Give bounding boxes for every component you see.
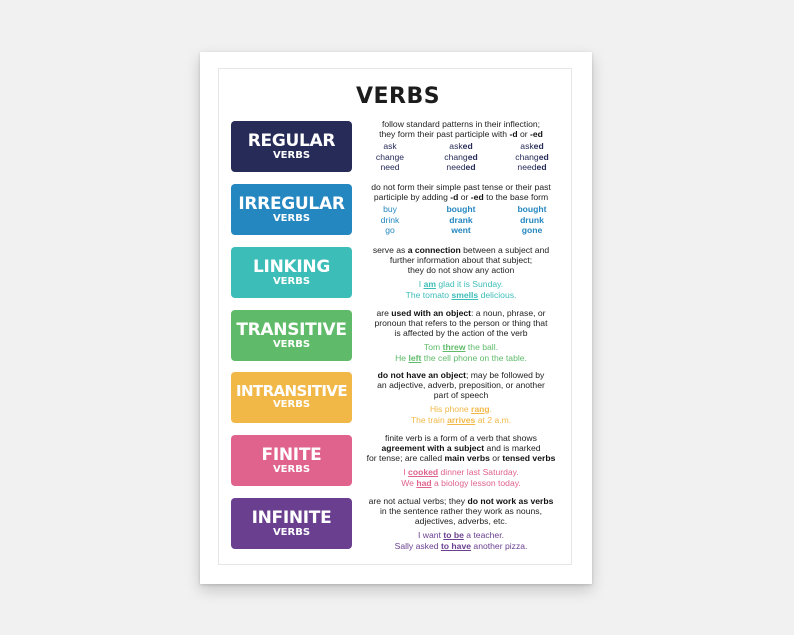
intransitive-example-2: The train arrives at 2 a.m.	[410, 415, 512, 425]
irregular-tag	[231, 184, 352, 235]
section-finite	[231, 435, 567, 489]
transitive-description: are used with an object: a noun, phrase, or pronoun that refers to the person or thing that is affected by the action of the verb	[374, 308, 548, 338]
linking-title: LINKING	[253, 257, 330, 277]
transitive-tag	[231, 310, 352, 361]
linking-subtitle: VERBS	[272, 276, 311, 287]
infinite-subtitle: VERBS	[272, 527, 311, 538]
page-title: VERBS	[356, 84, 441, 109]
transitive-example-2: He left the cell phone on the table.	[395, 353, 527, 363]
linking-tag	[231, 247, 352, 298]
linking-example-2: The tomato smells delicious.	[405, 290, 517, 300]
section-transitive	[231, 310, 567, 364]
regular-description: follow standard patterns in their inflection; they form their past participle with -d or -ed	[379, 119, 543, 139]
infinite-description: are not actual verbs; they do not work as verbs in the sentence rather they work as nouns, adjectives, adverbs, etc.	[368, 496, 554, 526]
transitive-subtitle: VERBS	[272, 339, 311, 350]
section-intransitive	[231, 372, 567, 426]
intransitive-description: do not have an object; may be followed by an adjective, adverb, preposition, or another part of speech	[377, 370, 545, 400]
finite-example-1: I cooked dinner last Saturday.	[403, 467, 519, 477]
finite-tag	[231, 435, 352, 486]
section-infinite	[231, 498, 567, 552]
linking-description: serve as a connection between a subject and further information about that subject; they do not show any action	[372, 245, 550, 275]
finite-description: finite verb is a form of a verb that shows agreement with a subject and is marked for tense; are called main verbs or tensed verbs	[366, 433, 556, 463]
finite-title: FINITE	[261, 445, 322, 465]
section-linking	[231, 247, 567, 301]
irregular-title: IRREGULAR	[238, 194, 345, 214]
regular-subtitle: VERBS	[272, 150, 311, 161]
regular-tag	[231, 121, 352, 172]
irregular-subtitle: VERBS	[272, 213, 311, 224]
linking-example-1: I am glad it is Sunday.	[418, 279, 504, 289]
intransitive-tag	[231, 372, 352, 423]
infinite-example-2: Sally asked to have another pizza.	[394, 541, 528, 551]
section-regular: REGULAR VERBS follow standard patterns in their inflection; they form their past participle with -d or -ed ask change need asked changed needed asked changed needed	[231, 121, 567, 175]
irregular-description: do not form their simple past tense or their past participle by adding -d or -ed to the base form	[371, 182, 551, 202]
transitive-example-1: Tom threw the ball.	[423, 342, 499, 352]
transitive-title: TRANSITIVE	[236, 320, 347, 340]
infinite-title: INFINITE	[251, 508, 332, 528]
intransitive-example-1: His phone rang.	[429, 404, 493, 414]
finite-example-2: We had a biology lesson today.	[401, 478, 521, 488]
section-irregular: IRREGULAR VERBS do not form their simple past tense or their past participle by adding -d or -ed to the base form buy drink go bought drank went bought drunk gone	[231, 184, 567, 238]
finite-subtitle: VERBS	[272, 464, 311, 475]
intransitive-title: INTRANSITIVE	[236, 382, 347, 400]
infinite-tag	[231, 498, 352, 549]
infinite-example-1: I want to be a teacher.	[418, 530, 504, 540]
regular-title: REGULAR	[247, 131, 336, 151]
intransitive-subtitle: VERBS	[272, 399, 311, 410]
